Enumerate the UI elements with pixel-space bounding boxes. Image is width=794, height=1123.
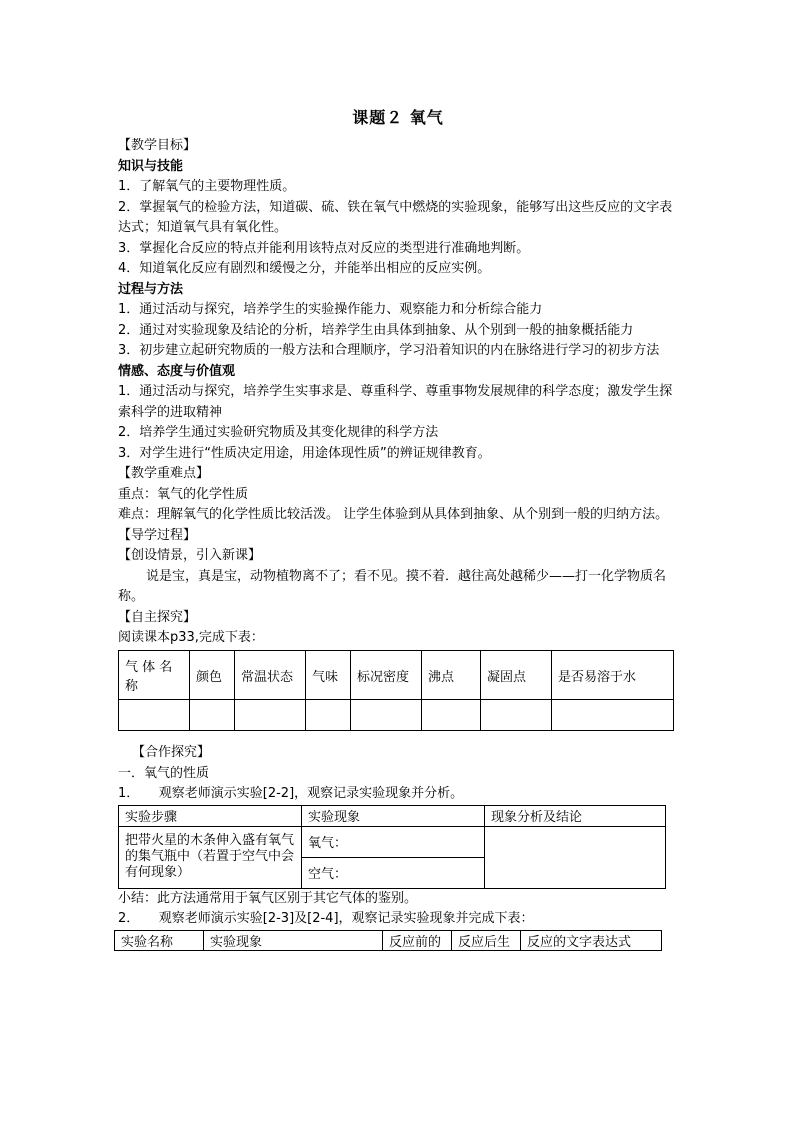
key-points-header: 【教学重难点】 — [118, 466, 210, 481]
process-item: 3．初步建立起研究物质的一般方法和合理顺序，学习沿着知识的内在脉络进行学习的初步方法 — [118, 343, 660, 358]
table-input-cell[interactable] — [481, 700, 552, 731]
key-point: 重点：氧气的化学性质 — [118, 486, 249, 502]
table-header-cell: 现象分析及结论 — [485, 805, 666, 826]
air-observation-cell[interactable]: 空气： — [302, 857, 485, 888]
coop-item-2: 2． 观察老师演示实验[2-3]及[2-4]，观察记录实验现象并完成下表： — [118, 910, 534, 926]
experiment-step-cell: 把带火星的木条伸入盛有氧气的集气瓶中（若置于空气中会有何现象） — [119, 826, 302, 888]
emotion-item: 2．培养学生通过实验研究物质及其变化规律的科学方法 — [118, 425, 439, 440]
table-header-cell: 反应的文字表达式 — [521, 930, 662, 950]
table-header-cell: 反应后生 — [452, 930, 521, 950]
explore-header: 【自主探究】 — [118, 609, 197, 625]
table-input-cell[interactable] — [306, 700, 351, 731]
knowledge-item: 2．掌握氧气的检验方法，知道碳、硫、铁在氧气中燃烧的实验现象，能够写出这些反应的文字表达式；知道氧气具有氧化性。 — [118, 199, 673, 235]
oxygen-properties-section: 一．氧气的性质 — [118, 765, 210, 781]
physical-properties-table — [118, 650, 674, 731]
page-title: 课题２ 氧气 — [352, 108, 444, 127]
table-header-cell: 沸点 — [422, 651, 481, 700]
table-header-cell: 标况密度 — [351, 651, 422, 700]
table-header-cell: 是否易溶于水 — [552, 651, 674, 700]
table-header-cell: 实验名称 — [115, 930, 204, 950]
process-item: 1．通过活动与探究，培养学生的实验操作能力、观察能力和分析综合能力 — [118, 302, 543, 317]
table-header-cell: 常温状态 — [235, 651, 306, 700]
knowledge-item: 3．掌握化合反应的特点并能利用该特点对反应的类型进行准确地判断。 — [118, 240, 530, 256]
knowledge-heading: 知识与技能 — [118, 158, 184, 174]
table-header-cell: 凝固点 — [481, 651, 552, 700]
table-input-cell[interactable] — [119, 700, 190, 731]
explore-instruction: 阅读课本p33,完成下表： — [118, 630, 264, 645]
table-input-cell[interactable] — [235, 700, 306, 731]
table-input-cell[interactable] — [552, 700, 674, 731]
guide-header: 【导学过程】 — [118, 527, 197, 543]
emotion-item: 3．对学生进行“性质决定用途，用途体现性质”的辨证规律教育。 — [118, 445, 491, 461]
table-header-cell: 气味 — [306, 651, 351, 700]
table-header-cell: 实验现象 — [204, 930, 383, 950]
analysis-cell[interactable] — [485, 826, 666, 888]
table-header-cell: 颜色 — [190, 651, 235, 700]
knowledge-item: 4．知道氧化反应有剧烈和缓慢之分，并能举出相应的反应实例。 — [118, 261, 491, 276]
table-input-cell[interactable] — [351, 700, 422, 731]
coop-item-1: 1． 观察老师演示实验[2-2]，观察记录实验现象并分析。 — [118, 785, 464, 801]
scene-header: 【创设情景，引入新课】 — [118, 548, 262, 563]
difficult-point: 难点：理解氧气的化学性质比较活泼。 让学生体验到从具体到抽象、从个别到一般的归纳方法。 — [118, 507, 669, 522]
combustion-table — [114, 930, 662, 951]
emotion-item: 1．通过活动与探究，培养学生实事求是、尊重科学、尊重事物发展规律的科学态度；激发学生探索科学的进取精神 — [118, 384, 673, 420]
scene-riddle: 说是宝，真是宝，动物植物离不了；看不见。摸不着．越往高处越稀少——打一化学物质名称。 — [118, 568, 667, 604]
document-page — [118, 100, 678, 951]
process-heading: 过程与方法 — [118, 281, 184, 297]
table-header-cell: 实验步骤 — [119, 805, 302, 826]
objectives-header: 【教学目标】 — [118, 138, 197, 153]
coop-header: 【合作探究】 — [132, 745, 211, 760]
oxygen-observation-cell[interactable]: 氧气： — [302, 826, 485, 857]
process-item: 2．通过对实验现象及结论的分析，培养学生由具体到抽象、从个别到一般的抽象概括能力 — [118, 322, 634, 338]
table-header-cell: 反应前的 — [383, 930, 452, 950]
knowledge-item: 1．了解氧气的主要物理性质。 — [118, 179, 296, 194]
table-input-cell[interactable] — [422, 700, 481, 731]
emotion-heading: 情感、态度与价值观 — [118, 363, 236, 379]
summary-text: 小结：此方法通常用于氧气区别于其它气体的鉴别。 — [118, 890, 418, 906]
oxygen-test-table — [118, 805, 666, 889]
table-input-cell[interactable] — [190, 700, 235, 731]
table-header-cell: 气 体 名 称 — [119, 651, 190, 700]
table-header-cell: 实验现象 — [302, 805, 485, 826]
